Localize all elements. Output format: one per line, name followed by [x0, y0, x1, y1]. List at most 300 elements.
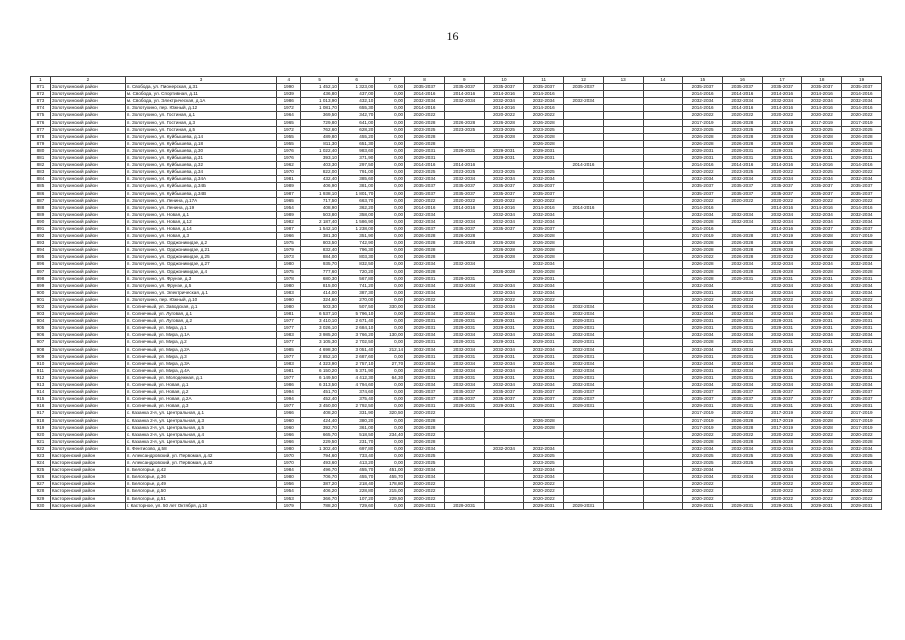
area-cell: 1 238,00 — [338, 225, 374, 232]
address-cell: п. Золотухино, ул. Новая, д.3 — [125, 233, 276, 240]
area-cell: 229,50 — [375, 495, 405, 502]
period-cell: 2014-2016 — [484, 204, 524, 211]
period-cell: 2035-2037 — [564, 396, 604, 403]
period-cell: 2029-2031 — [802, 353, 842, 360]
table-row — [31, 126, 882, 133]
area-cell: 2 684,10 — [338, 325, 374, 332]
area-cell: 2 702,50 — [338, 339, 374, 346]
period-cell: 2023-2025 — [524, 460, 564, 467]
period-cell — [444, 460, 484, 467]
period-cell: 2023-2025 — [683, 126, 723, 133]
period-cell: 2035-2037 — [405, 84, 445, 91]
period-cell — [643, 254, 683, 261]
area-cell: 0,00 — [375, 353, 405, 360]
address-cell: п. Золотухино, ул. Фрунзе, д.3 — [125, 275, 276, 282]
period-cell: 2014-2016 — [444, 162, 484, 169]
area-cell: 0,00 — [375, 204, 405, 211]
year-cell: 1986 — [277, 98, 301, 105]
table-row — [31, 389, 882, 396]
period-cell — [603, 410, 643, 417]
period-cell: 2020-2022 — [723, 112, 763, 119]
period-cell: 2023-2025 — [405, 169, 445, 176]
period-cell: 2035-2037 — [683, 190, 723, 197]
period-cell: 2035-2037 — [405, 396, 445, 403]
area-cell: 455,70 — [338, 467, 374, 474]
area-cell: 1 302,40 — [301, 445, 339, 452]
period-cell: 2014-2016 — [444, 91, 484, 98]
address-cell: п. Золотухино, ул. Орджоникидзе, д.25 — [125, 254, 276, 261]
period-cell — [603, 169, 643, 176]
area-cell: 437,00 — [338, 91, 374, 98]
period-cell: 2014-2016 — [683, 204, 723, 211]
address-cell: п. Солнечный, ул. Мира, д.1А — [125, 332, 276, 339]
period-cell: 2035-2037 — [484, 183, 524, 190]
period-cell: 2020-2022 — [762, 495, 802, 502]
area-cell: 436,80 — [301, 91, 339, 98]
period-cell: 2026-2028 — [802, 247, 842, 254]
period-cell — [564, 410, 604, 417]
period-cell: 2017-2019 — [683, 410, 723, 417]
period-cell: 2014-2016 — [405, 91, 445, 98]
period-cell: 2014-2016 — [683, 162, 723, 169]
period-cell — [603, 367, 643, 374]
table-row — [31, 495, 882, 502]
table-row — [31, 346, 882, 353]
table-row — [31, 481, 882, 488]
period-cell: 2020-2022 — [524, 197, 564, 204]
period-cell — [643, 261, 683, 268]
period-cell — [444, 133, 484, 140]
table-row — [31, 247, 882, 254]
period-cell: 2026-2028 — [405, 424, 445, 431]
period-cell — [643, 91, 683, 98]
period-cell — [564, 261, 604, 268]
area-cell: 4 412,30 — [338, 374, 374, 381]
period-cell: 2023-2025 — [444, 169, 484, 176]
address-cell: п. Белогорье, д.36 — [125, 474, 276, 481]
period-cell: 2017-2019 — [762, 119, 802, 126]
period-cell: 2035-2037 — [683, 183, 723, 190]
table-row — [31, 382, 882, 389]
row-number-cell: 912 — [31, 374, 51, 381]
period-cell: 2029-2031 — [405, 374, 445, 381]
address-cell: п. Золотухино, ул. Куйбышева, д.18 — [125, 140, 276, 147]
row-number-cell: 890 — [31, 218, 51, 225]
year-cell: 1989 — [277, 183, 301, 190]
period-cell: 2032-2034 — [683, 332, 723, 339]
period-cell — [643, 445, 683, 452]
period-cell — [643, 318, 683, 325]
period-cell: 2032-2034 — [723, 445, 763, 452]
area-cell: 0,00 — [375, 155, 405, 162]
period-cell: 2035-2037 — [683, 84, 723, 91]
address-cell: п. Золотухино, ул. Орджоникидзе, д.4 — [125, 268, 276, 275]
period-cell: 2026-2028 — [524, 424, 564, 431]
row-number-cell: 921 — [31, 438, 51, 445]
area-cell: 385,60 — [338, 176, 374, 183]
period-cell: 2035-2037 — [524, 190, 564, 197]
year-cell: 1939 — [277, 91, 301, 98]
row-number-cell: 884 — [31, 176, 51, 183]
period-cell — [603, 460, 643, 467]
period-cell: 2026-2028 — [683, 275, 723, 282]
period-cell: 2029-2031 — [723, 147, 763, 154]
row-number-cell: 885 — [31, 183, 51, 190]
period-cell: 2020-2022 — [484, 197, 524, 204]
area-cell: 369,50 — [301, 112, 339, 119]
period-cell: 2026-2028 — [723, 254, 763, 261]
period-cell: 2032-2034 — [842, 176, 882, 183]
period-cell: 2029-2031 — [762, 147, 802, 154]
district-cell: Касторенский район — [50, 495, 125, 502]
area-cell: 884,00 — [301, 254, 339, 261]
period-cell: 2032-2034 — [762, 382, 802, 389]
area-cell: 366,70 — [301, 495, 339, 502]
area-cell: 5 371,90 — [338, 367, 374, 374]
period-cell: 2020-2022 — [683, 197, 723, 204]
table-row — [31, 162, 882, 169]
period-cell: 2029-2031 — [842, 339, 882, 346]
period-cell: 2026-2028 — [842, 438, 882, 445]
period-cell: 2032-2034 — [762, 332, 802, 339]
period-cell — [603, 275, 643, 282]
period-cell: 2035-2037 — [444, 190, 484, 197]
period-cell: 2032-2034 — [723, 218, 763, 225]
address-cell: п. Свобода, ул. Пионерская, д.31 — [125, 84, 276, 91]
address-cell: п. Белогорье, д.42 — [125, 467, 276, 474]
period-cell — [603, 382, 643, 389]
period-cell: 2014-2016 — [405, 162, 445, 169]
period-cell: 2035-2037 — [524, 84, 564, 91]
row-number-cell: 879 — [31, 140, 51, 147]
area-cell: 832,40 — [301, 247, 339, 254]
address-cell: п. Золотухино, ул. Орджоникидзе, д.27 — [125, 261, 276, 268]
period-cell — [643, 431, 683, 438]
period-cell: 2017-2019 — [683, 417, 723, 424]
address-cell: с. Казанка 2-я, ул. Центральная, д.6 — [125, 438, 276, 445]
period-cell: 2029-2031 — [524, 155, 564, 162]
period-cell — [643, 467, 683, 474]
period-cell — [723, 282, 763, 289]
area-cell: 983,60 — [338, 147, 374, 154]
table-row — [31, 155, 882, 162]
row-number-cell: 873 — [31, 98, 51, 105]
period-cell: 2032-2034 — [842, 346, 882, 353]
period-cell — [603, 289, 643, 296]
period-cell: 2029-2031 — [444, 325, 484, 332]
period-cell: 2032-2034 — [802, 261, 842, 268]
district-cell: Золотухинский район — [50, 311, 125, 318]
district-cell: Золотухинский район — [50, 289, 125, 296]
period-cell: 2029-2031 — [762, 502, 802, 509]
period-cell: 2020-2022 — [802, 410, 842, 417]
period-cell — [603, 225, 643, 232]
period-cell: 2023-2025 — [802, 169, 842, 176]
period-cell — [603, 84, 643, 91]
column-header: 4 — [277, 77, 301, 84]
table-row — [31, 403, 882, 410]
period-cell: 2026-2028 — [444, 233, 484, 240]
period-cell: 2029-2031 — [723, 325, 763, 332]
period-cell: 2020-2022 — [524, 481, 564, 488]
period-cell — [723, 204, 763, 211]
table-row — [31, 474, 882, 481]
district-cell: Касторенский район — [50, 460, 125, 467]
district-cell: Золотухинский район — [50, 240, 125, 247]
period-cell — [643, 382, 683, 389]
address-cell: п. Золотухино, ул. Электрическая, д.1 — [125, 289, 276, 296]
year-cell: 1966 — [277, 233, 301, 240]
table-row — [31, 417, 882, 424]
period-cell: 2032-2034 — [683, 474, 723, 481]
period-cell: 2032-2034 — [524, 467, 564, 474]
period-cell: 2032-2034 — [723, 289, 763, 296]
period-cell — [643, 346, 683, 353]
period-cell: 2032-2034 — [802, 304, 842, 311]
period-cell: 2026-2028 — [524, 140, 564, 147]
address-cell: п. Белогорье, д.51 — [125, 495, 276, 502]
period-cell — [564, 481, 604, 488]
period-cell — [643, 502, 683, 509]
period-cell — [643, 119, 683, 126]
area-cell: 0,00 — [375, 282, 405, 289]
area-cell: 64,30 — [375, 374, 405, 381]
period-cell: 2032-2034 — [762, 98, 802, 105]
period-cell — [564, 282, 604, 289]
area-cell: 4 698,30 — [301, 346, 339, 353]
period-cell — [444, 431, 484, 438]
year-cell: 1955 — [277, 140, 301, 147]
area-cell: 455,70 — [375, 474, 405, 481]
period-cell: 2029-2031 — [444, 403, 484, 410]
row-number-cell: 882 — [31, 162, 51, 169]
district-cell: Золотухинский район — [50, 367, 125, 374]
period-cell: 2032-2034 — [802, 289, 842, 296]
area-cell: 0,00 — [375, 318, 405, 325]
period-cell: 2032-2034 — [524, 176, 564, 183]
period-cell: 2020-2022 — [762, 481, 802, 488]
period-cell — [444, 155, 484, 162]
period-cell: 2023-2025 — [842, 126, 882, 133]
period-cell: 2032-2034 — [564, 346, 604, 353]
period-cell: 2026-2028 — [802, 233, 842, 240]
period-cell: 2026-2028 — [405, 268, 445, 275]
period-cell: 2017-2019 — [842, 119, 882, 126]
period-cell: 2032-2034 — [723, 98, 763, 105]
address-cell: с. Казанка 2-я, ул. Центральная, д.1 — [125, 410, 276, 417]
area-cell: 0,00 — [375, 502, 405, 509]
period-cell: 2020-2022 — [842, 197, 882, 204]
period-cell: 2032-2034 — [405, 382, 445, 389]
address-cell: п. Золотухино, ул. Куйбышева, д.14 — [125, 133, 276, 140]
area-cell: 212,14 — [375, 346, 405, 353]
period-cell: 2014-2016 — [683, 105, 723, 112]
area-cell: 3 766,20 — [338, 332, 374, 339]
period-cell: 2020-2022 — [762, 169, 802, 176]
area-cell: 0,00 — [375, 460, 405, 467]
period-cell: 2014-2016 — [564, 162, 604, 169]
table-row — [31, 84, 882, 91]
period-cell: 2035-2037 — [802, 396, 842, 403]
district-cell: Золотухинский район — [50, 211, 125, 218]
period-cell: 2029-2031 — [683, 367, 723, 374]
period-cell: 2029-2031 — [405, 353, 445, 360]
period-cell: 2026-2028 — [524, 417, 564, 424]
year-cell: 1960 — [277, 424, 301, 431]
period-cell: 2020-2022 — [683, 296, 723, 303]
district-cell: Касторенский район — [50, 488, 125, 495]
period-cell: 2017-2019 — [683, 119, 723, 126]
district-cell: Золотухинский район — [50, 304, 125, 311]
period-cell: 2029-2031 — [802, 502, 842, 509]
row-number-cell: 896 — [31, 261, 51, 268]
district-cell: Золотухинский район — [50, 91, 125, 98]
table-row — [31, 98, 882, 105]
district-cell: Золотухинский район — [50, 112, 125, 119]
period-cell: 2029-2031 — [683, 374, 723, 381]
period-cell — [524, 431, 564, 438]
year-cell: 1989 — [277, 211, 301, 218]
period-cell: 2014-2016 — [762, 105, 802, 112]
period-cell: 2035-2037 — [723, 183, 763, 190]
period-cell — [603, 268, 643, 275]
period-cell: 2035-2037 — [723, 190, 763, 197]
district-cell: Касторенский район — [50, 502, 125, 509]
area-cell: 3 410,10 — [301, 318, 339, 325]
district-cell: Золотухинский район — [50, 126, 125, 133]
period-cell: 2032-2034 — [524, 98, 564, 105]
period-cell: 2032-2034 — [444, 367, 484, 374]
period-cell: 2020-2022 — [683, 495, 723, 502]
period-cell — [643, 176, 683, 183]
period-cell: 2029-2031 — [723, 403, 763, 410]
table-row — [31, 268, 882, 275]
period-cell — [603, 488, 643, 495]
period-cell — [643, 311, 683, 318]
area-cell: 628,20 — [338, 126, 374, 133]
period-cell: 2017-2019 — [842, 233, 882, 240]
period-cell — [444, 452, 484, 459]
column-header: 17 — [762, 77, 802, 84]
period-cell: 2029-2031 — [802, 374, 842, 381]
period-cell: 2032-2034 — [484, 176, 524, 183]
district-cell: Золотухинский район — [50, 353, 125, 360]
period-cell — [643, 204, 683, 211]
period-cell: 2029-2031 — [564, 502, 604, 509]
period-cell — [643, 304, 683, 311]
area-cell: 935,70 — [301, 261, 339, 268]
period-cell: 2032-2034 — [762, 176, 802, 183]
period-cell: 2032-2034 — [762, 346, 802, 353]
period-cell: 2020-2022 — [405, 296, 445, 303]
district-cell: Золотухинский район — [50, 119, 125, 126]
period-cell: 2020-2022 — [842, 481, 882, 488]
period-cell: 2032-2034 — [683, 467, 723, 474]
period-cell: 2023-2025 — [842, 460, 882, 467]
period-cell: 2026-2028 — [524, 247, 564, 254]
period-cell — [643, 98, 683, 105]
period-cell: 2032-2034 — [723, 360, 763, 367]
period-cell: 2032-2034 — [444, 98, 484, 105]
period-cell: 2029-2031 — [564, 339, 604, 346]
period-cell: 2032-2034 — [842, 467, 882, 474]
period-cell: 2032-2034 — [842, 474, 882, 481]
area-cell: 0,00 — [375, 140, 405, 147]
table-row — [31, 311, 882, 318]
period-cell: 2032-2034 — [564, 360, 604, 367]
period-cell — [444, 424, 484, 431]
area-cell: 0,00 — [375, 233, 405, 240]
table-row — [31, 325, 882, 332]
period-cell: 2020-2022 — [842, 296, 882, 303]
period-cell: 2032-2034 — [524, 346, 564, 353]
period-cell: 2026-2028 — [484, 247, 524, 254]
address-cell: п. Золотухино, ул. Куйбышева, д.34В — [125, 190, 276, 197]
period-cell: 2035-2037 — [484, 396, 524, 403]
period-cell — [643, 339, 683, 346]
period-cell: 2020-2022 — [802, 431, 842, 438]
year-cell: 1994 — [277, 389, 301, 396]
period-cell: 2029-2031 — [524, 353, 564, 360]
period-cell — [643, 183, 683, 190]
table-row — [31, 169, 882, 176]
period-cell — [643, 275, 683, 282]
period-cell — [643, 197, 683, 204]
address-cell: п. Солнечный, ул. Новая, д.1 — [125, 382, 276, 389]
area-cell: 351,90 — [338, 233, 374, 240]
period-cell — [444, 304, 484, 311]
row-number-cell: 920 — [31, 431, 51, 438]
area-cell: 270,00 — [338, 296, 374, 303]
area-cell: 2 757,10 — [338, 360, 374, 367]
area-cell: 0,00 — [375, 254, 405, 261]
period-cell: 2014-2016 — [524, 204, 564, 211]
period-cell: 2032-2034 — [842, 445, 882, 452]
area-cell: 375,40 — [338, 396, 374, 403]
period-cell: 2035-2037 — [444, 183, 484, 190]
period-cell: 2026-2028 — [723, 233, 763, 240]
period-cell — [643, 403, 683, 410]
address-cell: п. Солнечный, ул. Новая, д.2 — [125, 389, 276, 396]
period-cell — [643, 211, 683, 218]
area-cell: 0,00 — [375, 169, 405, 176]
area-cell: 455,20 — [338, 133, 374, 140]
period-cell: 2020-2022 — [842, 488, 882, 495]
period-cell: 2029-2031 — [762, 318, 802, 325]
year-cell: 1979 — [277, 247, 301, 254]
district-cell: Золотухинский район — [50, 233, 125, 240]
area-cell: 228,80 — [338, 488, 374, 495]
area-cell: 2 187,40 — [301, 218, 339, 225]
year-cell: 1970 — [277, 460, 301, 467]
period-cell — [603, 495, 643, 502]
period-cell: 2029-2031 — [762, 403, 802, 410]
area-cell: 803,30 — [338, 254, 374, 261]
address-cell: п. Солнечный, ул. Новая, д.3 — [125, 403, 276, 410]
period-cell — [603, 318, 643, 325]
period-cell: 2032-2034 — [405, 211, 445, 218]
area-cell: 6 313,50 — [301, 382, 339, 389]
period-cell: 2020-2022 — [405, 197, 445, 204]
period-cell: 2017-2019 — [842, 417, 882, 424]
area-cell: 374,60 — [338, 389, 374, 396]
area-cell: 1 542,10 — [301, 225, 339, 232]
period-cell: 2032-2034 — [444, 360, 484, 367]
period-cell: 2026-2028 — [683, 268, 723, 275]
column-header: 8 — [405, 77, 445, 84]
table-row — [31, 318, 882, 325]
row-number-cell: 880 — [31, 147, 51, 154]
